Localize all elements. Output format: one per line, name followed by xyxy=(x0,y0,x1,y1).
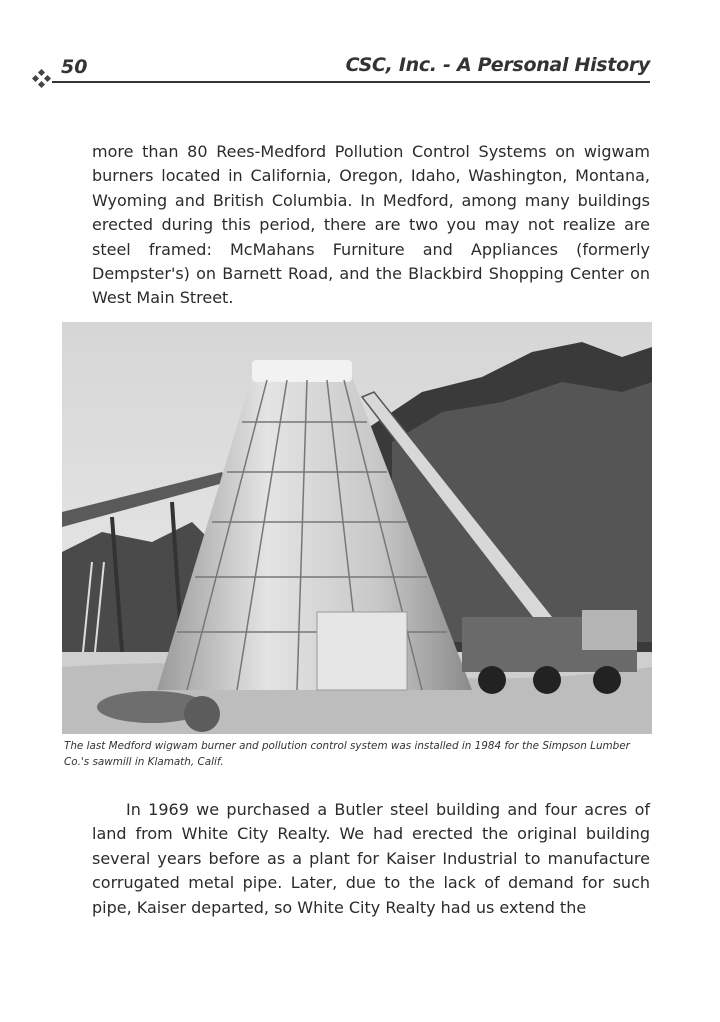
diamond-cluster-icon xyxy=(30,68,54,92)
body-paragraph: more than 80 Rees-Medford Pollution Control Systems on wigwam burners located in California, Oregon, Idaho, Washington, Montana, Wyoming and British Columbia. In Medford, among many buildings erected during this period, there are two you may not realize are steel framed: McMahans Furniture and Appliances (formerly Dempster's) on Barnett Road, and the Blackbird Shopping Center on West Main Street. xyxy=(92,142,650,308)
page-header xyxy=(30,50,650,90)
running-title: CSC, Inc. - A Personal History xyxy=(345,54,650,76)
header-rule xyxy=(52,81,650,83)
page-number: 50 xyxy=(61,56,88,78)
photo-caption: The last Medford wigwam burner and pollution control system was installed in 1984 for the Simpson Lumber Co.'s sawmill in Klamath, Calif. xyxy=(64,740,630,768)
wigwam-burner-photo xyxy=(62,322,652,734)
body-paragraph: In 1969 we purchased a Butler steel building and four acres of land from White City Realty. We had erected the original building several years before as a plant for Kaiser Industrial to manufacture corrugated metal pipe. Later, due to the lack of demand for such pipe, Kaiser departed, so White City Realty had us extend the xyxy=(92,800,650,917)
